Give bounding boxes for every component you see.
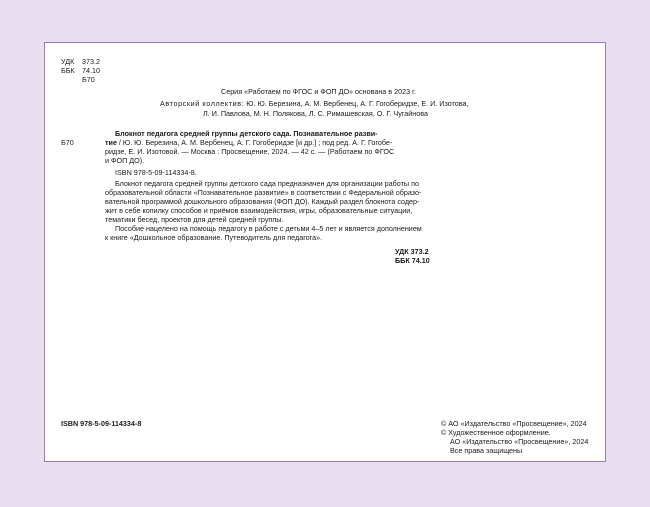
entry-isbn: ISBN 978-5-09-114334-8. xyxy=(115,168,197,177)
annotation-line: вательной программой дошкольного образования (ФОП ДО). Каждый раздел блокнота содер- xyxy=(105,197,420,206)
annotation-line: жит в себе копилку способов и приёмов взаимодействия, игры, образовательные ситуации, xyxy=(105,206,413,215)
copyright-line: © АО «Издательство «Просвещение», 2024 xyxy=(441,419,587,428)
classification-codes xyxy=(61,57,100,84)
author-mark: Б70 xyxy=(82,75,95,84)
authors-names-1: Ю. Ю. Березина, А. М. Вербенец, А. Г. Гогоберидзе, Е. И. Изотова, xyxy=(246,99,469,108)
bbk-right: ББК 74.10 xyxy=(395,256,430,265)
entry-title-end: тие xyxy=(105,138,117,147)
annotation-line: образовательной области «Познавательное развитие» в соответствии с Федеральной образо- xyxy=(105,188,422,197)
bbk-value: 74.10 xyxy=(82,66,100,75)
annotation-line: Блокнот педагога средней группы детского сада предназначен для организации работы по xyxy=(115,179,419,188)
series-line: Серия «Работаем по ФГОС и ФОП ДО» основана в 2023 г. xyxy=(221,87,416,96)
authors-line-1 xyxy=(160,99,468,108)
copyright-line: Все права защищены xyxy=(450,446,523,455)
authors-line-2: Л. И. Павлова, М. Н. Полякова, Л. С. Римашевская, О. Г. Чугайнова xyxy=(203,109,428,118)
entry-title-line-1: Блокнот педагога средней группы детского сада. Познавательное разви- xyxy=(115,129,378,138)
udk-value: 373.2 xyxy=(82,57,100,66)
copyright-line: © Художественное оформление. xyxy=(441,428,551,437)
bbk-row xyxy=(61,66,100,75)
copyright-line: АО «Издательство «Просвещение», 2024 xyxy=(450,437,589,446)
annotation-line: Пособие нацелено на помощь педагогу в работе с детьми 4–5 лет и является дополнением xyxy=(115,224,422,233)
entry-line-4: и ФОП ДО). xyxy=(105,156,145,165)
entry-responsibility: / Ю. Ю. Березина, А. М. Вербенец, А. Г. Гогоберидзе [и др.] ; под ред. А. Г. Гогобе- xyxy=(116,138,393,147)
annotation-line: к книге «Дошкольное образование. Путеводитель для педагога». xyxy=(105,233,323,242)
entry-line-3: ридзе, Е. И. Изотовой. — Москва : Просвещение, 2024. — 42 с. — (Работаем по ФГОС xyxy=(105,147,395,156)
footer-isbn: ISBN 978-5-09-114334-8 xyxy=(61,419,142,428)
bbk-label: ББК xyxy=(61,66,75,75)
udk-right: УДК 373.2 xyxy=(395,247,429,256)
authors-label: Авторский коллектив: xyxy=(160,99,245,108)
entry-mark: Б70 xyxy=(61,138,74,147)
author-mark-row xyxy=(61,75,100,84)
udk-row xyxy=(61,57,100,66)
udk-label: УДК xyxy=(61,57,75,66)
entry-line-2 xyxy=(105,138,392,147)
annotation-line: тематики бесед, проектов для детей средней группы. xyxy=(105,215,284,224)
imprint-page xyxy=(44,42,606,462)
